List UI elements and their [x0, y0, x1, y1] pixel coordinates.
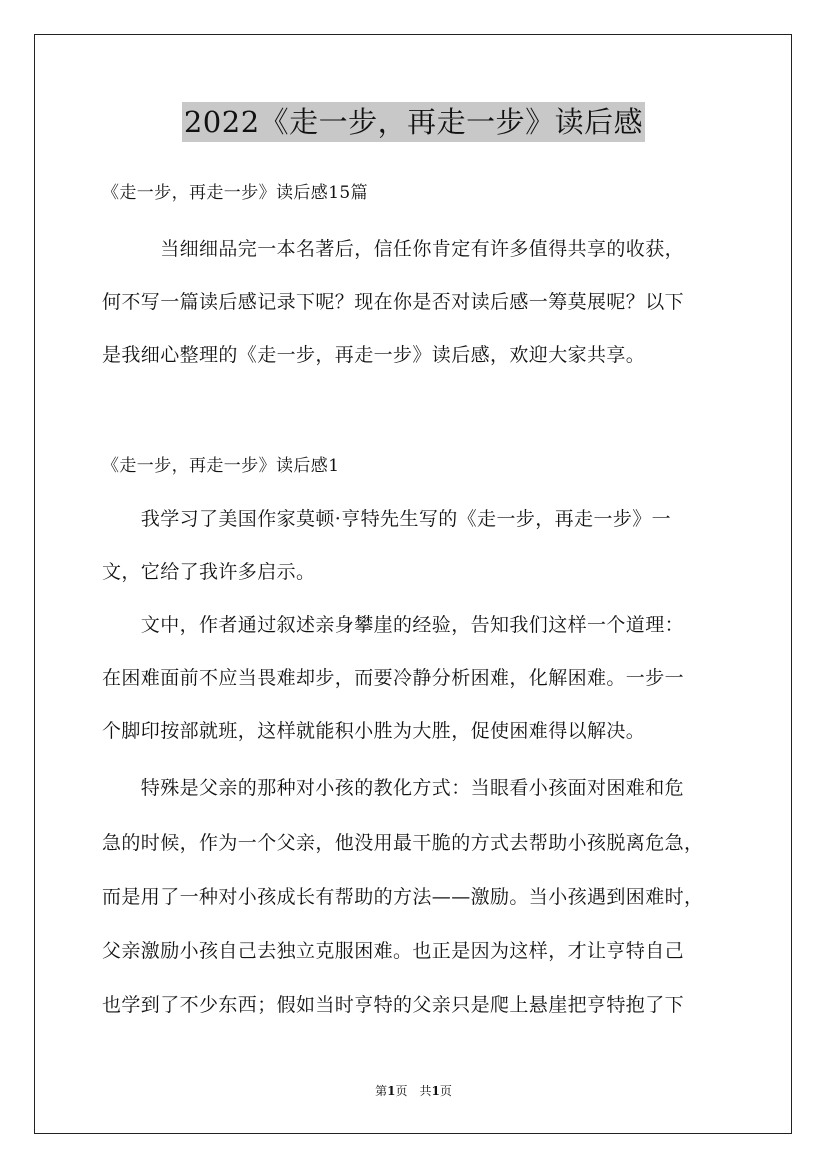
body-line: 在困难面前不应当畏难却步，而要冷静分析困难，化解困难。一步一 — [102, 667, 685, 689]
body-line: 而是用了一种对小孩成长有帮助的方法——激励。当小孩遇到困难时， — [102, 886, 704, 908]
body-line: 也学到了不少东西；假如当时亨特的父亲只是爬上悬崖把亨特抱了下 — [102, 994, 685, 1016]
footer-middle: 页 共 — [395, 1084, 432, 1098]
body-line: 个脚印按部就班，这样就能积小胜为大胜，促使困难得以解决。 — [102, 720, 646, 742]
document-title: 2022《走一步，再走一步》读后感 — [182, 102, 645, 142]
body-line: 急的时候，作为一个父亲，他没用最干脆的方式去帮助小孩脱离危急， — [102, 832, 704, 854]
intro-line: 何不写一篇读后感记录下呢？现在你是否对读后感一筹莫展呢？以下 — [102, 291, 685, 313]
body-line: 文中，作者通过叙述亲身攀崖的经验，告知我们这样一个道理： — [102, 614, 685, 636]
section-heading: 《走一步，再走一步》读后感1 — [102, 456, 340, 476]
footer-total-pages: 1 — [431, 1084, 440, 1098]
footer-prefix: 第 — [375, 1084, 388, 1098]
body-line: 我学习了美国作家莫顿·亨特先生写的《走一步，再走一步》一 — [102, 508, 672, 530]
body-line: 父亲激励小孩自己去独立克服困难。也正是因为这样，才让亨特自己 — [102, 940, 685, 962]
body-line: 特殊是父亲的那种对小孩的教化方式：当眼看小孩面对困难和危 — [102, 777, 685, 799]
document-subtitle: 《走一步，再走一步》读后感15篇 — [102, 183, 369, 203]
footer-page-number: 1 — [387, 1084, 396, 1098]
body-line: 文，它给了我许多启示。 — [102, 561, 316, 583]
intro-line: 是我细心整理的《走一步，再走一步》读后感，欢迎大家共享。 — [102, 344, 646, 366]
intro-line: 当细细品完一本名著后，信任你肯定有许多值得共享的收获， — [102, 238, 685, 260]
footer-suffix: 页 — [439, 1084, 452, 1098]
page-footer — [0, 1083, 827, 1099]
title-container — [0, 102, 827, 142]
